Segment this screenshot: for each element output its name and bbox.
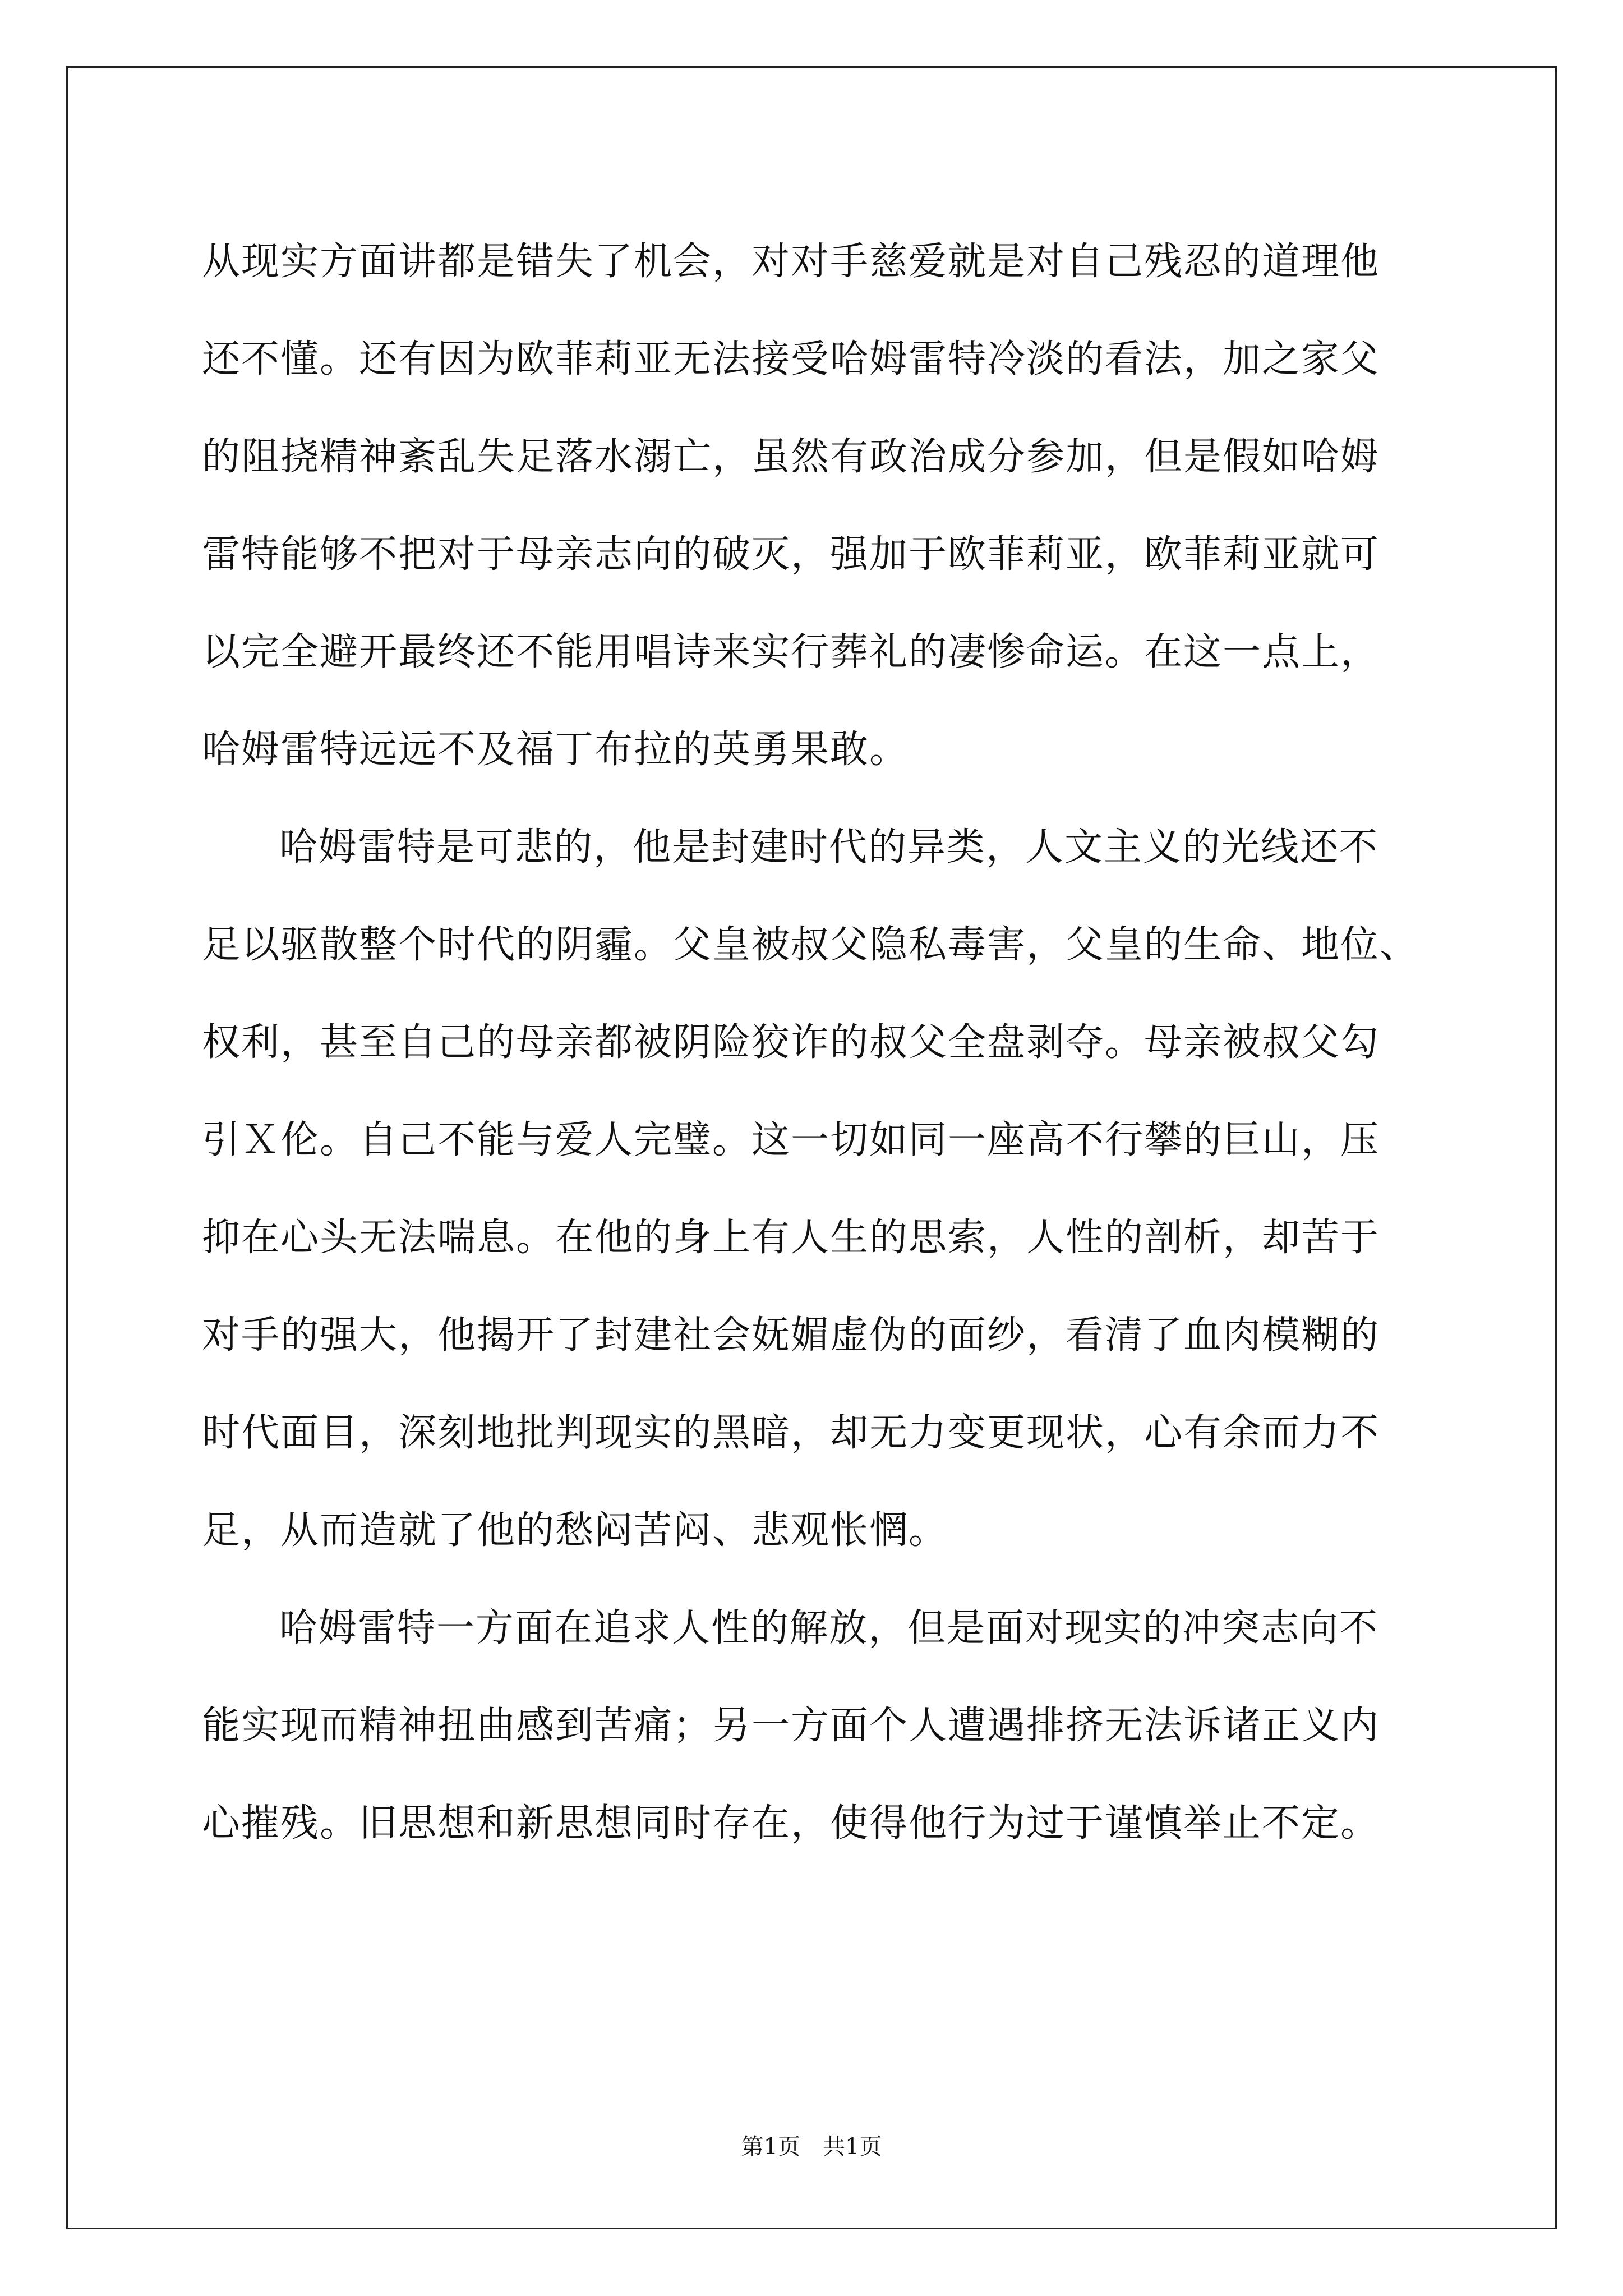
text-line: 从现实方面讲都是错失了机会，对对手慈爱就是对自己残忍的道理他 — [202, 240, 1380, 284]
paragraph-start-line: 哈姆雷特是可悲的，他是封建时代的异类，人文主义的光线还不 — [279, 825, 1379, 869]
text-line: 还不懂。还有因为欧菲莉亚无法接受哈姆雷特冷淡的看法，加之家父 — [202, 337, 1380, 381]
text-line: 足以驱散整个时代的阴霾。父皇被叔父隐私毒害，父皇的生命、地位、 — [202, 923, 1419, 967]
text-line: 时代面目，深刻地批判现实的黑暗，却无力变更现状，心有余而力不 — [202, 1411, 1380, 1455]
text-line: 心摧残。旧思想和新思想同时存在，使得他行为过于谨慎举止不定。 — [202, 1801, 1380, 1846]
document-body — [202, 213, 1436, 1872]
text-line: 权利，甚至自己的母亲都被阴险狡诈的叔父全盘剥夺。母亲被叔父勾 — [202, 1020, 1380, 1065]
text-line: 对手的强大，他揭开了封建社会妩媚虚伪的面纱，看清了血肉模糊的 — [202, 1313, 1380, 1358]
text-line: 足，从而造就了他的愁闷苦闷、悲观怅惘。 — [202, 1508, 948, 1553]
text-line: 引Ｘ伦。自己不能与爱人完璧。这一切如同一座高不行攀的巨山，压 — [202, 1118, 1380, 1162]
text-line: 以完全避开最终还不能用唱诗来实行葬礼的凄惨命运。在这一点上， — [202, 630, 1380, 674]
text-line: 的阻挠精神紊乱失足落水溺亡，虽然有政治成分参加，但是假如哈姆 — [202, 435, 1380, 479]
text-line: 雷特能够不把对于母亲志向的破灭，强加于欧菲莉亚，欧菲莉亚就可 — [202, 532, 1380, 577]
page-footer: 第1页 共1页 — [741, 2134, 882, 2160]
text-line: 抑在心头无法喘息。在他的身上有人生的思索，人性的剖析，却苦于 — [202, 1216, 1380, 1260]
text-line: 能实现而精神扭曲感到苦痛；另一方面个人遭遇排挤无法诉诸正义内 — [202, 1704, 1380, 1748]
text-line: 哈姆雷特远远不及福丁布拉的英勇果敢。 — [202, 728, 909, 772]
paragraph-start-line: 哈姆雷特一方面在追求人性的解放，但是面对现实的冲突志向不 — [279, 1606, 1379, 1650]
